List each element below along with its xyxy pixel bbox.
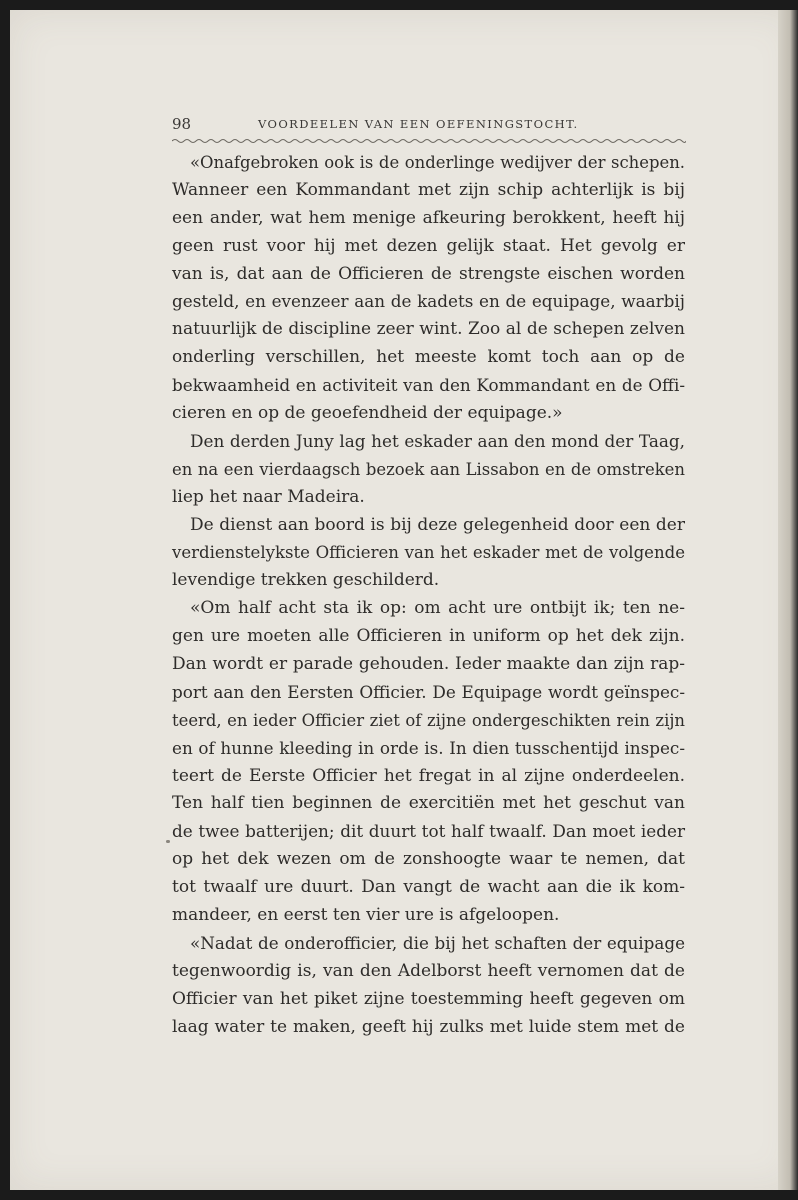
text-line: laag water te maken, geeft hij zulks met luide stem met de	[172, 1016, 685, 1037]
text-line: de twee batterijen; dit duurt tot half twaalf. Dan moet ieder	[172, 821, 685, 842]
text-line: teerd, en ieder Officier ziet of zijne ondergeschikten rein zijn	[172, 710, 685, 730]
paper-speck	[166, 840, 170, 843]
text-line: teert de Eerste Officier het fregat in al zijne onderdeelen.	[172, 765, 685, 786]
text-line: geen rust voor hij met dezen gelijk staat. Het gevolg er	[172, 235, 685, 256]
page-number: 98	[172, 115, 192, 133]
text-line: Den derden Juny lag het eskader aan den mond der Taag,	[190, 430, 685, 451]
text-line: en of hunne kleeding in orde is. In dien tusschentijd inspec-	[172, 737, 685, 758]
text-line: «Om half acht sta ik op: om acht ure ontbijt ik; ten ne-	[190, 598, 685, 619]
text-line: port aan den Eersten Officier. De Equipage wordt geïnspec-	[172, 681, 685, 702]
text-line: liep het naar Madeira.	[172, 486, 365, 507]
text-line: tot twaalf ure duurt. Dan vangt de wacht aan die ik kom-	[172, 877, 685, 898]
text-line: van is, dat aan de Officieren de strengste eischen worden	[172, 263, 685, 284]
text-line: Dan wordt er parade gehouden. Ieder maakte dan zijn rap-	[172, 654, 685, 675]
text-line: natuurlijk de discipline zeer wint. Zoo al de schepen zelven	[172, 319, 685, 340]
body-text	[172, 149, 685, 1042]
text-line: Wanneer een Kommandant met zijn schip achterlijk is bij	[172, 179, 685, 200]
text-line: levendige trekken geschilderd.	[172, 570, 440, 591]
text-line: gen ure moeten alle Officieren in uniform op het dek zijn.	[172, 626, 685, 647]
text-line: mandeer, en eerst ten vier ure is afgeloopen.	[172, 905, 560, 926]
text-line: Ten half tien beginnen de exercitiën met het geschut van	[172, 793, 685, 814]
running-title: VOORDEELEN VAN EEN OEFENINGSTOCHT.	[258, 117, 579, 131]
text-line: en na een vierdaagsch bezoek aan Lissabon en de omstreken	[172, 459, 685, 479]
running-header	[172, 115, 686, 139]
text-line: tegenwoordig is, van den Adelborst heeft vernomen dat de	[172, 960, 685, 981]
text-line: bekwaamheid en activiteit van den Kommandant en de Offi-	[172, 375, 685, 396]
text-line: Officier van het piket zijne toestemming heeft gegeven om	[172, 988, 685, 1009]
text-line: gesteld, en evenzeer aan de kadets en de equipage, waarbij	[172, 291, 685, 312]
text-line: op het dek wezen om de zonshoogte waar te nemen, dat	[172, 849, 685, 870]
text-line: cieren en op de geoefendheid der equipage.»	[172, 403, 563, 424]
header-ornament-rule	[172, 137, 686, 145]
text-line: «Nadat de onderofficier, die bij het schaften der equipage	[190, 932, 685, 953]
text-line: verdienstelykste Officieren van het eskader met de volgende	[172, 543, 685, 563]
text-line: onderling verschillen, het meeste komt toch aan op de	[172, 347, 685, 368]
text-line: De dienst aan boord is bij deze gelegenheid door een der	[190, 514, 685, 535]
page-edge-shadow	[778, 10, 798, 1190]
text-line: een ander, wat hem menige afkeuring berokkent, heeft hij	[172, 207, 685, 228]
text-line: «Onafgebroken ook is de onderlinge wedijver der schepen.	[190, 153, 685, 172]
